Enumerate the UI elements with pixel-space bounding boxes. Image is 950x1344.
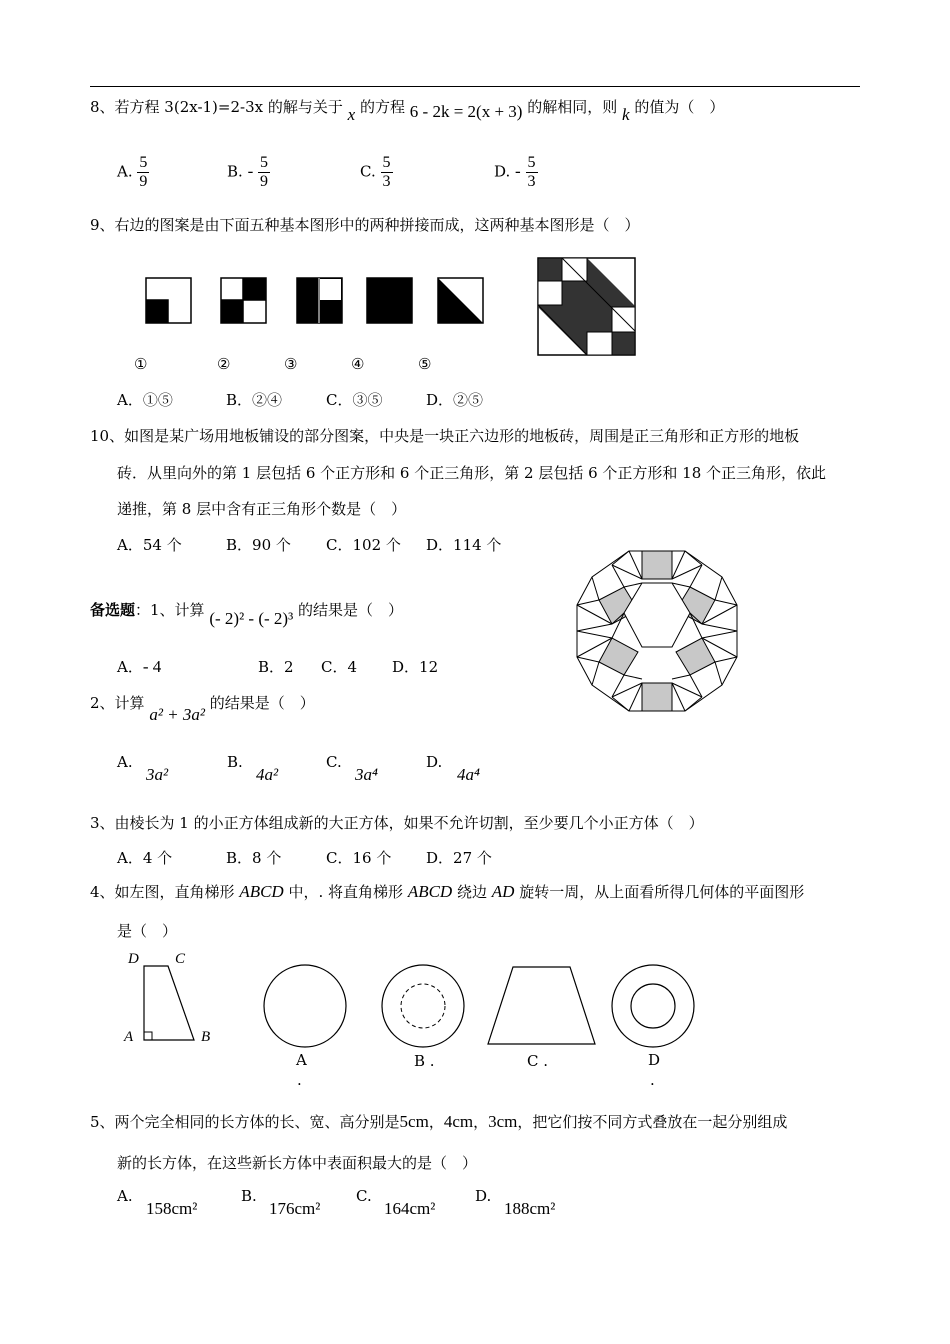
- b3-option-a: A．4 个: [117, 849, 173, 867]
- option-c-trapezoid: [488, 967, 595, 1044]
- q8-text: 8、若方程 3(2x-1)=2-3x 的解与关于: [90, 98, 343, 116]
- shape-label-3: ③: [284, 355, 298, 373]
- b1-option-a: A．- 4: [117, 657, 162, 676]
- b5-height: 3cm: [488, 1112, 518, 1131]
- b1-option-d: D．12: [392, 658, 439, 676]
- vertex-a: A: [124, 1029, 134, 1045]
- b5-stem-line2: 新的长方体，在这些新长方体中表面积最大的是（ ）: [117, 1154, 478, 1172]
- q8-var-k: k: [622, 105, 630, 124]
- b4-option-c-label: C .: [527, 1052, 549, 1070]
- q10-stem-line1: 10、如图是某广场用地板铺设的部分图案，中央是一块正六边形的地板砖，周围是正三角形和正方形的地板: [90, 427, 800, 445]
- b4-option-a-label: A: [296, 1051, 307, 1069]
- option-a-circle: [264, 965, 346, 1047]
- q9-option-c: C．③⑤: [326, 391, 383, 409]
- b1-option-c: C．4: [321, 658, 358, 676]
- q8-equation: 6 - 2k = 2(x + 3): [409, 102, 523, 121]
- b5-value-c: 164cm²: [384, 1199, 436, 1218]
- q10-option-b: B．90 个: [226, 536, 291, 554]
- shape-label-1: ①: [134, 355, 148, 373]
- b4-trapezoid-name: ABCD: [239, 882, 284, 901]
- b3-option-d: D．27 个: [426, 849, 492, 867]
- b2-value-c: 3a⁴: [355, 765, 378, 784]
- backup-title: 备选题: [90, 601, 136, 619]
- b4-edge-name: AD: [491, 882, 515, 901]
- q9-option-d: D．②⑤: [426, 391, 484, 409]
- shape-3: [297, 278, 342, 323]
- q10-option-d: D．114 个: [426, 536, 502, 554]
- q8-stem: [90, 96, 725, 124]
- b3-option-c: C．16 个: [326, 849, 392, 867]
- b5-length: 5cm: [399, 1112, 429, 1131]
- q9-stem: 9、右边的图案是由下面五种基本图形中的两种拼接而成，这两种基本图形是（ ）: [90, 216, 640, 234]
- q10-option-a: A．54 个: [117, 536, 182, 554]
- b5-value-a: 158cm²: [146, 1199, 198, 1218]
- top-rule: [90, 86, 860, 87]
- b2-value-b: 4a²: [256, 765, 279, 784]
- q9-composite-pattern: [537, 257, 637, 357]
- shape-label-2: ②: [217, 355, 231, 373]
- b2-label-b: B.: [227, 753, 243, 771]
- b2-value-a: 3a²: [146, 765, 169, 784]
- q8-text: 的方程: [359, 98, 405, 116]
- b5-label-c: C.: [356, 1187, 372, 1205]
- b3-stem: 3、由棱长为 1 的小正方体组成新的大正方体，如果不允许切割，至少要几个小正方体（ ）: [90, 814, 704, 832]
- b4-option-b-label: B .: [414, 1052, 435, 1070]
- b1-option-b: B．2: [258, 658, 294, 676]
- b4-option-a-dot: .: [297, 1071, 302, 1089]
- b1-expression: (- 2)² - (- 2)³: [209, 609, 294, 628]
- b5-label-d: D.: [475, 1187, 492, 1205]
- b2-value-d: 4a⁴: [457, 765, 480, 784]
- b3-option-b: B．8 个: [226, 849, 282, 867]
- option-b-figure: [382, 965, 464, 1047]
- b5-width: 4cm: [443, 1112, 474, 1131]
- floor-tiling-figure: [572, 545, 742, 717]
- vertex-c: C: [175, 951, 186, 967]
- q8-var-x: x: [347, 105, 356, 124]
- q8-option-b: B. - $\frac{5}{9}$: [227, 154, 269, 190]
- shape-1: [146, 278, 191, 323]
- b4-option-d-dot: .: [650, 1071, 655, 1089]
- q8-option-d: D. - $\frac{5}{3}$: [494, 154, 536, 190]
- b4-stem-line2: 是（ ）: [117, 922, 178, 940]
- b2-label-a: A.: [117, 753, 133, 771]
- b4-trapezoid-name: ABCD: [407, 882, 453, 901]
- b4-option-d-label: D: [648, 1051, 661, 1069]
- b5-label-a: A.: [117, 1187, 133, 1205]
- q9-option-a: A．①⑤: [117, 391, 173, 409]
- q10-stem-line3: 递推，第 8 层中含有正三角形个数是（ ）: [117, 500, 407, 518]
- q8-text: 的解相同，则: [527, 98, 618, 116]
- q10-stem-line2: 砖．从里向外的第 1 层包括 6 个正方形和 6 个正三角形，第 2 层包括 6 个正方形和 18 个正三角形，依此: [117, 464, 827, 482]
- q9-basic-shapes: [140, 270, 500, 330]
- q8-text: 的值为（ ）: [634, 98, 725, 116]
- b2-expression: a² + 3a²: [149, 705, 205, 724]
- b5-value-d: 188cm²: [504, 1199, 556, 1218]
- option-d-figure: [612, 965, 694, 1047]
- q8-option-c: C. $\frac{5}{3}$: [360, 154, 391, 190]
- q8-option-a: A. $\frac{5}{9}$: [117, 154, 148, 190]
- q9-option-b: B．②④: [226, 391, 283, 409]
- b5-value-b: 176cm²: [269, 1199, 321, 1218]
- shape-2: [221, 278, 266, 323]
- shape-label-5: ⑤: [418, 355, 432, 373]
- b1-stem: 备选题：1、计算 (- 2)² - (- 2)³ 的结果是（ ）: [90, 601, 403, 628]
- shape-4: [367, 278, 412, 323]
- vertex-b: B: [201, 1029, 211, 1045]
- b4-option-figures: [255, 960, 705, 1050]
- shape-5: [438, 278, 483, 323]
- b5-stem: 5、两个完全相同的长方体的长、宽、高分别是5cm，4cm，3cm，把它们按不同方式叠放在一起分别组成: [90, 1112, 788, 1131]
- b2-label-d: D.: [426, 753, 443, 771]
- vertex-d: D: [128, 951, 139, 967]
- b2-label-c: C.: [326, 753, 342, 771]
- b4-stem: 4、如左图，直角梯形 ABCD 中，. 将直角梯形 ABCD 绕边 AD 旋转一周，从上面看所得几何体的平面图形: [90, 882, 805, 901]
- q10-option-c: C．102 个: [326, 536, 401, 554]
- b5-label-b: B.: [241, 1187, 257, 1205]
- b2-stem: 2、计算 a² + 3a² 的结果是（ ）: [90, 694, 315, 724]
- shape-label-4: ④: [351, 355, 365, 373]
